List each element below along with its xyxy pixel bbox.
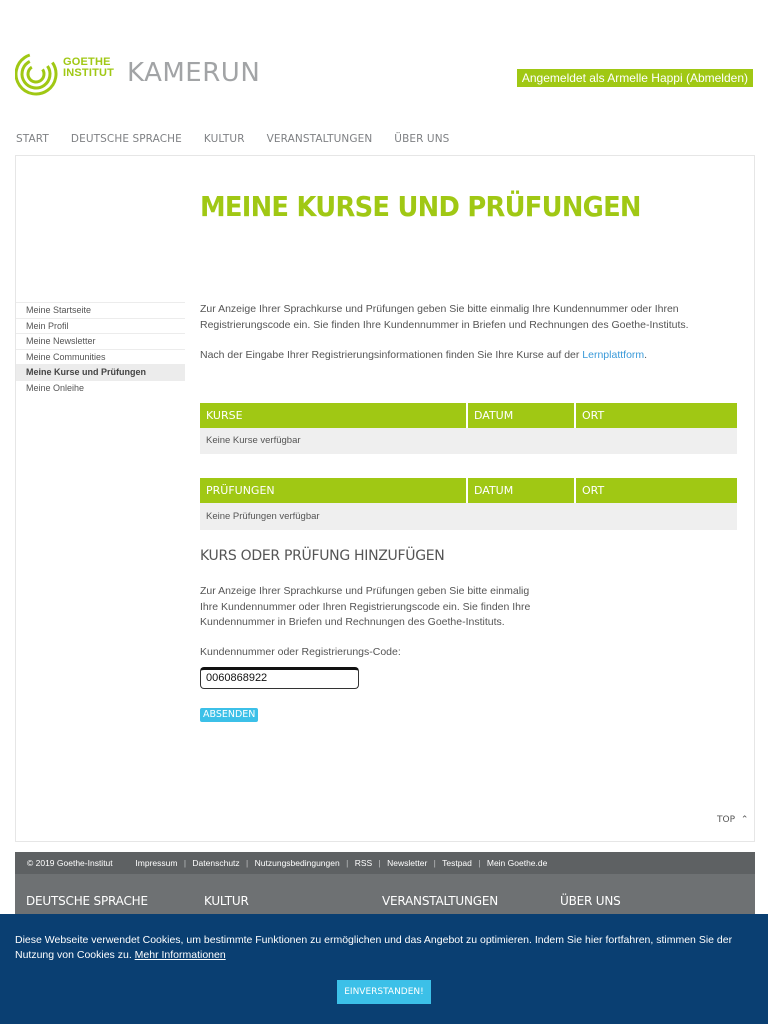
site-title[interactable]: KAMERUN bbox=[127, 58, 261, 88]
sidebar-item-startseite[interactable]: Meine Startseite bbox=[16, 302, 185, 318]
footer-separator: | bbox=[246, 858, 249, 868]
footer-col-veranstaltungen[interactable]: VERANSTALTUNGEN bbox=[382, 894, 499, 908]
footer-link-nutzungsbedingungen[interactable]: Nutzungsbedingungen bbox=[254, 858, 340, 868]
intro-paragraph-2 bbox=[200, 348, 740, 364]
footer-col-deutsche-sprache[interactable]: DEUTSCHE SPRACHE bbox=[26, 894, 148, 908]
intro-text bbox=[200, 302, 740, 364]
footer-copyright: © 2019 Goethe-Institut bbox=[27, 858, 113, 868]
cookie-text bbox=[15, 933, 755, 963]
footer-link-datenschutz[interactable]: Datenschutz bbox=[192, 858, 240, 868]
site-header bbox=[0, 0, 768, 125]
intro-paragraph-2-suffix: . bbox=[644, 349, 648, 361]
footer-link-impressum[interactable]: Impressum bbox=[135, 858, 178, 868]
sidebar-item-onleihe[interactable]: Meine Onleihe bbox=[16, 380, 185, 396]
goethe-logo-icon bbox=[15, 50, 59, 98]
logo-line-1: GOETHE bbox=[63, 56, 111, 68]
footer-columns bbox=[15, 874, 755, 919]
customer-number-label: Kundennummer oder Registrierungs-Code: bbox=[200, 646, 401, 658]
column-header-ort[interactable]: ORT bbox=[582, 484, 605, 497]
goethe-logo[interactable] bbox=[15, 50, 115, 100]
courses-empty-row: Keine Kurse verfügbar bbox=[200, 428, 737, 454]
sidebar-item-communities[interactable]: Meine Communities bbox=[16, 349, 185, 365]
main-navigation bbox=[16, 133, 449, 145]
sidebar-item-newsletter[interactable]: Meine Newsletter bbox=[16, 333, 185, 349]
sidebar-item-profil[interactable]: Mein Profil bbox=[16, 318, 185, 334]
courses-table bbox=[200, 403, 737, 454]
sidebar-item-kurse-pruefungen[interactable]: Meine Kurse und Prüfungen bbox=[16, 364, 185, 380]
cookie-more-info-link[interactable]: Mehr Informationen bbox=[134, 949, 226, 961]
courses-table-header bbox=[200, 403, 737, 428]
lernplattform-link[interactable]: Lernplattform bbox=[582, 349, 645, 361]
page-title: MEINE KURSE UND PRÜFUNGEN bbox=[200, 190, 641, 223]
add-course-text: Zur Anzeige Ihrer Sprachkurse und Prüfungen geben Sie bitte einmalig Ihre Kundennummer oder Ihren Registrierungscode ein. Sie finden Ihre Kundennummer in Briefen und Rechnungen des Goethe-Instituts. bbox=[200, 585, 531, 628]
nav-item-ueber-uns[interactable]: ÜBER UNS bbox=[394, 132, 450, 146]
add-course-heading: KURS ODER PRÜFUNG HINZUFÜGEN bbox=[200, 548, 445, 564]
customer-number-input[interactable]: 0060868922 bbox=[200, 667, 359, 689]
logo-line-2: INSTITUT bbox=[63, 67, 115, 79]
nav-item-deutsche-sprache[interactable]: DEUTSCHE SPRACHE bbox=[70, 132, 182, 146]
exams-empty-row: Keine Prüfungen verfügbar bbox=[200, 503, 737, 530]
footer-col-ueber-uns[interactable]: ÜBER UNS bbox=[560, 894, 621, 908]
footer-link-rss[interactable]: RSS bbox=[354, 858, 373, 868]
footer-separator: | bbox=[433, 858, 436, 868]
intro-paragraph-1: Zur Anzeige Ihrer Sprachkurse und Prüfungen geben Sie bitte einmalig Ihre Kundennummer oder Ihren Registrierungscode ein. Sie finden Ihre Kundennummer in Briefen und Rechnungen des Goethe-Instituts. bbox=[200, 303, 689, 331]
footer-link-mein-goethe[interactable]: Mein Goethe.de bbox=[486, 858, 548, 868]
cookie-banner bbox=[0, 914, 768, 1024]
column-header-ort[interactable]: ORT bbox=[582, 409, 605, 422]
footer-link-testpad[interactable]: Testpad bbox=[442, 858, 472, 868]
cookie-accept-button[interactable]: EINVERSTANDEN! bbox=[337, 980, 431, 1004]
footer-separator: | bbox=[478, 858, 481, 868]
top-link-label: TOP bbox=[717, 815, 736, 825]
footer-separator: | bbox=[346, 858, 349, 868]
submit-button[interactable]: ABSENDEN bbox=[200, 708, 258, 722]
footer-separator: | bbox=[183, 858, 187, 868]
double-chevron-up-icon: ⌃ bbox=[740, 815, 749, 825]
sidebar-navigation bbox=[16, 302, 185, 395]
footer-col-kultur[interactable]: KULTUR bbox=[204, 894, 249, 908]
exams-table-header bbox=[200, 478, 737, 503]
intro-paragraph-2-prefix: Nach der Eingabe Ihrer Registrierungsinformationen finden Sie Ihre Kurse auf der bbox=[200, 349, 583, 361]
nav-item-start[interactable]: START bbox=[16, 132, 49, 146]
exams-table bbox=[200, 478, 737, 530]
nav-item-veranstaltungen[interactable]: VERANSTALTUNGEN bbox=[266, 132, 373, 146]
login-status-badge[interactable]: Angemeldet als Armelle Happi (Abmelden) bbox=[517, 69, 753, 87]
footer-links-bar bbox=[15, 852, 755, 874]
footer-link-newsletter[interactable]: Newsletter bbox=[387, 858, 428, 868]
column-header-pruefungen[interactable]: PRÜFUNGEN bbox=[200, 478, 468, 503]
logo-text bbox=[63, 57, 114, 79]
column-header-datum[interactable]: DATUM bbox=[468, 478, 576, 503]
column-header-datum[interactable]: DATUM bbox=[468, 403, 576, 428]
back-to-top-link[interactable] bbox=[717, 815, 748, 825]
nav-item-kultur[interactable]: KULTUR bbox=[203, 132, 245, 146]
column-header-kurse[interactable]: KURSE bbox=[200, 403, 468, 428]
cookie-message: Diese Webseite verwendet Cookies, um bestimmte Funktionen zu ermöglichen und das Angebot zu optimieren. Indem Sie hier fortfahren, stimmen Sie der Nutzung von Cookies zu. bbox=[15, 934, 733, 961]
footer-separator: | bbox=[378, 858, 381, 868]
